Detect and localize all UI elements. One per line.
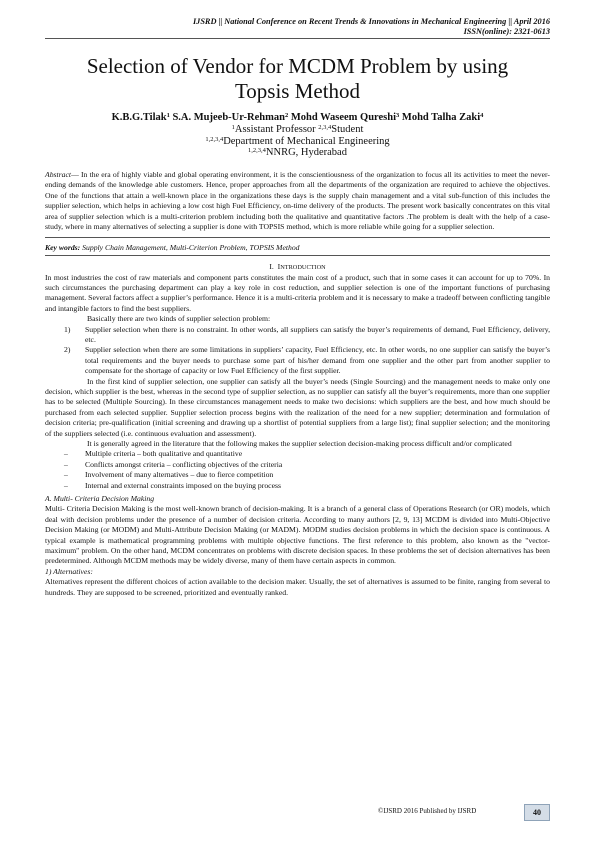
abstract	[45, 170, 550, 233]
list-marker: 2)	[64, 345, 71, 355]
header-rule	[45, 38, 550, 39]
aff-institution: NNRG, Hyderabad	[265, 147, 347, 159]
keywords-text: Supply Chain Management, Multi-Criterion Problem, TOPSIS Method	[80, 242, 300, 252]
author-list	[45, 111, 550, 124]
affiliation-line	[45, 147, 550, 159]
paper-page	[45, 0, 550, 598]
affiliation-line	[45, 136, 550, 148]
alternatives-paragraph: Alternatives represent the different choices of action available to the decision maker. Usually, the set of alternatives is assumed to be finite, ranging from several to hundreds. They are supposed to be screened, prioritized and eventually ranked.	[45, 577, 550, 597]
footer-copyright: ©IJSRD 2016 Published by IJSRD	[378, 807, 477, 815]
keywords-rule	[45, 255, 550, 256]
list-item	[45, 325, 550, 346]
aff-sup: 2,3,4	[318, 124, 332, 131]
section-title-rest: NTRODUCTION	[280, 263, 326, 271]
intro-paragraph-2: Basically there are two kinds of supplier selection problem:	[87, 314, 271, 324]
aff-role: Student	[331, 124, 364, 135]
list-marker: –	[64, 470, 68, 480]
author-sup: 1	[166, 112, 170, 119]
section-heading-introduction	[45, 262, 550, 273]
aff-sup: 1,2,3,4	[205, 135, 224, 143]
intro-paragraph-1: In most industries the cost of raw materials and component parts constitutes the main cost of a product, such that in some cases it can account for up to 70%. In such circumstances the purchasing department can play a key role in cost reduction, and supplier selection is one of the important functions of purchasing management. Several factors affect a supplier’s performance. Hence it is a multi-criteria problem and it is necessary to make a tradeoff between conflicting tangible and intangible factors to find the best suppliers.	[45, 272, 550, 313]
author-name: Mohd Talha Zaki	[401, 112, 481, 123]
list-item	[45, 460, 550, 470]
author-name: S.A. Mujeeb-Ur-Rehman	[172, 112, 285, 123]
page-footer	[365, 806, 550, 818]
subsection-heading-mcdm: A. Multi- Criteria Decision Making	[45, 494, 155, 504]
list-text: Supplier selection when there is no constraint. In other words, all suppliers can satisfy the buyer’s requirements of demand, Fuel Efficiency, delivery, etc.	[85, 324, 550, 344]
affiliation-line	[45, 124, 550, 136]
list-text: Involvement of many alternatives – due to fierce competition	[85, 470, 274, 480]
aff-sup: 1,2,3,4	[248, 147, 266, 155]
list-marker: –	[64, 480, 68, 490]
author-name: K.B.G.Tilak	[111, 112, 167, 123]
abstract-text: — In the era of highly viable and global operating environment, it is the conscientiousness of the organization to focus all its activities to meet the never-ending demands of the knowledge able customers. Hence, proper approaches from all the departments of the organization are required to achieve the objectives. One of the functions that attain a well-known place in the organizations these days is the supply chain management and a vital sub-function of this includes the supplier selection, which helps in achieving a low cost high Fuel Efficiency, on-time delivery of the products. The present work basically concentrates on this vital area of supplier selection which is a multi-criterion problem including both the qualitative and quantitative factors .The problem is dealt with the help of a case-study, where in many alternatives of selecting a supplier is done with TOPSIS method, which is more reliable while going for a supplier selection.	[45, 169, 550, 232]
list-text: Supplier selection when there are some limitations in suppliers’ capacity, Fuel Efficiency, etc. In other words, no one supplier can satisfy the buyer’s total requirements and the buyer needs to purchase some part of his/her demand from one supplier and the other part from another supplier to compensate for the shortage of capacity or low Fuel Efficiency of the first supplier.	[85, 345, 550, 376]
aff-sup: 1	[231, 124, 235, 131]
keywords-label: Key words:	[45, 242, 81, 252]
journal-header: IJSRD || National Conference on Recent Trends & Innovations in Mechanical Engineering || April 2016	[192, 17, 550, 26]
list-item	[45, 449, 550, 459]
list-item	[45, 345, 550, 376]
author-sup: 2	[284, 112, 289, 119]
page-number: 40	[524, 804, 550, 821]
title-line-2: Topsis Method	[234, 79, 361, 103]
list-item	[45, 481, 550, 491]
mcdm-paragraph: Multi- Criteria Decision Making is the most well-known branch of decision-making. It is a branch of a general class of Operations Research (or OR) models, which deal with decision problems under the presence of a number of decision criteria. According to many authors [2, 9, 13] MCDM is divided into Multi-Objective Decision Making (or MODM) and Multi-Attribute Decision Making (or MADM). MODM studies decision problems in which the decision space is continuous. A typical example is mathematical programming problems with multiple objective functions. The first reference to this problem, also known as the "vector-maximum" problem. On the other hand, MCDM concentrates on problems with discrete decision spaces. In these problems the set of decision alternatives has been predetermined. Although MCDM methods may be widely diverse, many of them have certain aspects in common.	[45, 504, 550, 566]
abstract-label: Abstract	[45, 169, 72, 179]
paper-title	[45, 54, 550, 104]
intro-paragraph-4: It is generally agreed in the literature that the following makes the supplier selection decision-making process difficult and/or complicated	[87, 439, 512, 448]
section-number: I.	[269, 261, 274, 271]
list-text: Multiple criteria – both qualitative and quantitative	[85, 449, 243, 459]
section-first-letter: I	[277, 261, 281, 271]
list-marker: –	[64, 459, 68, 469]
title-line-1: Selection of Vendor for MCDM Problem by using	[86, 54, 509, 78]
issn-line: ISSN(online): 2321-0613	[463, 27, 550, 36]
intro-paragraph-3: In the first kind of supplier selection, one supplier can satisfy all the buyer’s needs (Single Sourcing) and the management needs to make only one decision, which supplier is the best, whereas in the second type of supplier selection, as no supplier can satisfy all the buyer’s requirements, more than one supplier has to be selected (Multiple Sourcing). In these circumstances management needs to make two decisions: which suppliers are the best, and how much should be purchased from each selected supplier. Supplier selection process begins with the realization of the need for a new supplier; determination and formulation of decision criteria; pre-qualification (initial screening and drawing up a shortlist of potential suppliers from a large list); final supplier selection; and the monitoring of the suppliers selected (i.e. continuous evaluation and assessment).	[45, 376, 550, 438]
subsubsection-heading-alternatives: 1) Alternatives:	[45, 566, 93, 576]
aff-role: Assistant Professor	[234, 124, 319, 135]
list-marker: 1)	[64, 324, 71, 334]
list-text: Conflicts amongst criteria – conflicting objectives of the criteria	[85, 459, 283, 469]
keywords	[45, 243, 550, 253]
author-sup: 3	[396, 112, 400, 119]
list-marker: –	[64, 449, 68, 459]
list-text: Internal and external constraints imposed on the buying process	[85, 480, 281, 490]
author-sup: 4	[480, 112, 484, 119]
author-name: Mohd Waseem Qureshi	[290, 112, 397, 123]
abstract-rule	[45, 237, 550, 238]
aff-department: Department of Mechanical Engineering	[223, 135, 390, 147]
list-item	[45, 470, 550, 480]
